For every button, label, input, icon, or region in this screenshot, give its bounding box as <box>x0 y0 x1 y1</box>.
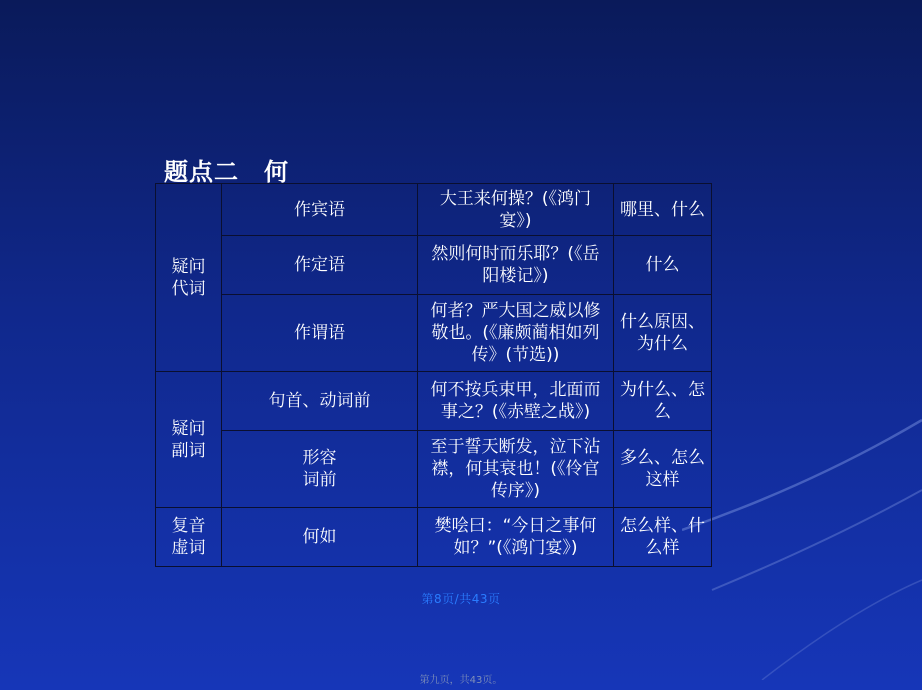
meaning-cell: 什么原因、为什么 <box>614 295 712 372</box>
category-cell: 复音 虚词 <box>156 508 222 567</box>
decorative-swoosh <box>682 380 922 680</box>
example-cell: 然则何时而乐耶？(《岳阳楼记》) <box>418 236 614 295</box>
example-cell: 何不按兵束甲，北面而事之？(《赤壁之战》) <box>418 372 614 431</box>
meaning-cell: 什么 <box>614 236 712 295</box>
example-cell: 樊哙曰：“今日之事何如？”(《鸿门宴》) <box>418 508 614 567</box>
category-cell: 疑问 副词 <box>156 372 222 508</box>
table-row <box>156 431 712 508</box>
page-indicator: 第8页/共43页 <box>421 592 501 606</box>
slide-title: 题点二 何 <box>164 158 289 186</box>
function-cell: 作定语 <box>222 236 418 295</box>
table-row <box>156 184 712 236</box>
function-cell: 何如 <box>222 508 418 567</box>
table-row <box>156 295 712 372</box>
usage-table <box>155 183 712 567</box>
meaning-cell: 多么、怎么这样 <box>614 431 712 508</box>
table-row <box>156 508 712 567</box>
example-cell: 至于誓天断发，泣下沾襟，何其衰也！(《伶官传序》) <box>418 431 614 508</box>
example-cell: 大王来何操？(《鸿门宴》) <box>418 184 614 236</box>
meaning-cell: 为什么、怎么 <box>614 372 712 431</box>
example-cell: 何者？严大国之威以修敬也。(《廉颇蔺相如列传》(节选)) <box>418 295 614 372</box>
bottom-note: 第九页，共43页。 <box>419 675 503 686</box>
category-cell: 疑问 代词 <box>156 184 222 372</box>
meaning-cell: 哪里、什么 <box>614 184 712 236</box>
meaning-cell: 怎么样、什么样 <box>614 508 712 567</box>
function-cell: 形容 词前 <box>222 431 418 508</box>
function-cell: 作宾语 <box>222 184 418 236</box>
function-cell: 作谓语 <box>222 295 418 372</box>
table-row <box>156 236 712 295</box>
table-row <box>156 372 712 431</box>
function-cell: 句首、动词前 <box>222 372 418 431</box>
